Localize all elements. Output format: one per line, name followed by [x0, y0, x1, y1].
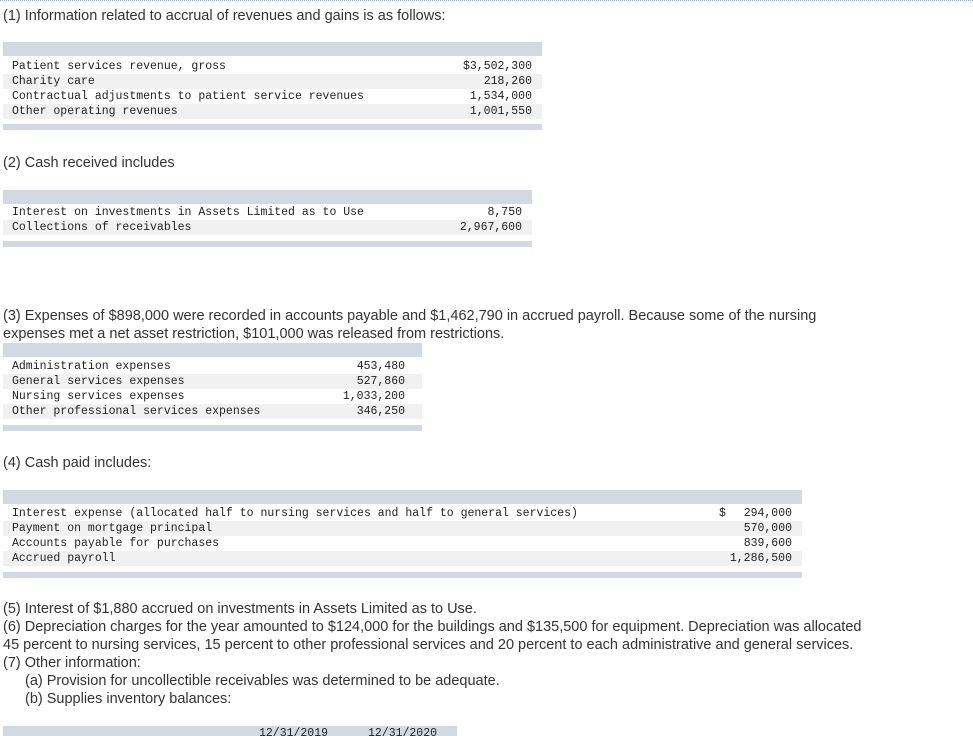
- row-label: Administration expenses: [12, 360, 171, 373]
- row-value: 570,000: [743, 522, 792, 535]
- table-bottom-bar: [3, 124, 542, 130]
- section3-heading-line2: expenses met a net asset restriction, $101,000 was released from restrictions.: [3, 326, 505, 342]
- table-bottom-bar: [3, 572, 802, 578]
- section3-heading-line1: (3) Expenses of $898,000 were recorded in accounts payable and $1,462,790 in accrued payroll. Because some of the nursing: [3, 308, 817, 324]
- table-bottom-bar: [3, 241, 532, 247]
- table-top-bar: [3, 190, 532, 204]
- top-dotted-divider: [0, 0, 973, 1]
- revenue-table: [3, 42, 542, 130]
- cash-received-table: [3, 190, 532, 247]
- table-row: [3, 104, 542, 119]
- note-5: (5) Interest of $1,880 accrued on investments in Assets Limited as to Use.: [3, 601, 477, 617]
- cash-paid-table: [3, 490, 802, 578]
- row-label: Interest expense (allocated half to nursing services and half to general services): [12, 507, 578, 520]
- table-row: [3, 74, 542, 89]
- note-7a: (a) Provision for uncollectible receivables was determined to be adequate.: [25, 673, 500, 689]
- row-label: Accrued payroll: [12, 552, 116, 565]
- row-label: Charity care: [12, 75, 95, 88]
- table-row: [3, 205, 532, 220]
- table-row: [3, 521, 802, 536]
- row-value: 453,480: [356, 360, 405, 373]
- row-value: 1,033,200: [342, 390, 405, 403]
- row-value: $3,502,300: [462, 60, 532, 73]
- row-label: Contractual adjustments to patient service revenues: [12, 90, 364, 103]
- row-value: 294,000: [743, 507, 792, 520]
- section4-heading: (4) Cash paid includes:: [3, 455, 152, 471]
- dollar-sign: $: [719, 507, 726, 520]
- row-value: 1,534,000: [469, 90, 532, 103]
- header-2020: 12/31/2020: [368, 727, 438, 736]
- row-value: 527,860: [356, 375, 405, 388]
- table-row: [3, 389, 422, 404]
- row-label: Nursing services expenses: [12, 390, 185, 403]
- table-row: [3, 374, 422, 389]
- table-top-bar: [3, 42, 542, 56]
- row-label: Accounts payable for purchases: [12, 537, 220, 550]
- row-value: 2,967,600: [459, 221, 522, 234]
- row-value: 8,750: [487, 206, 522, 219]
- table-row: [3, 506, 802, 521]
- table-top-bar: [3, 490, 802, 504]
- row-label: Collections of receivables: [12, 221, 192, 234]
- header-2019: 12/31/2019: [259, 727, 329, 736]
- table-top-bar: [3, 343, 422, 357]
- section1-heading: (1) Information related to accrual of revenues and gains is as follows:: [3, 8, 446, 24]
- note-7b: (b) Supplies inventory balances:: [25, 691, 232, 707]
- table-row: [3, 404, 422, 419]
- table-row: [3, 551, 802, 566]
- table-row: [3, 89, 542, 104]
- table-row: [3, 536, 802, 551]
- section2-heading: (2) Cash received includes: [3, 155, 175, 171]
- row-label: Interest on investments in Assets Limited as to Use: [12, 206, 364, 219]
- expenses-table: [3, 343, 422, 431]
- note-6-line2: 45 percent to nursing services, 15 percent to other professional services and 20 percent to each administrative and general services.: [3, 637, 854, 653]
- row-label: Other operating revenues: [12, 105, 178, 118]
- row-label: Payment on mortgage principal: [12, 522, 213, 535]
- row-value: 346,250: [356, 405, 405, 418]
- supplies-table-header: [3, 726, 457, 736]
- note-6-line1: (6) Depreciation charges for the year amounted to $124,000 for the buildings and $135,500 for equipment. Depreciation was allocated: [3, 619, 862, 635]
- row-value: 1,286,500: [729, 552, 792, 565]
- row-value: 218,260: [483, 75, 532, 88]
- row-label: General services expenses: [12, 375, 185, 388]
- row-label: Other professional services expenses: [12, 405, 261, 418]
- table-bottom-bar: [3, 425, 422, 431]
- table-row: [3, 220, 532, 235]
- table-row: [3, 359, 422, 374]
- row-value: 1,001,550: [469, 105, 532, 118]
- note-7: (7) Other information:: [3, 655, 141, 671]
- table-row: [3, 59, 542, 74]
- row-label: Patient services revenue, gross: [12, 60, 226, 73]
- row-value: 839,600: [743, 537, 792, 550]
